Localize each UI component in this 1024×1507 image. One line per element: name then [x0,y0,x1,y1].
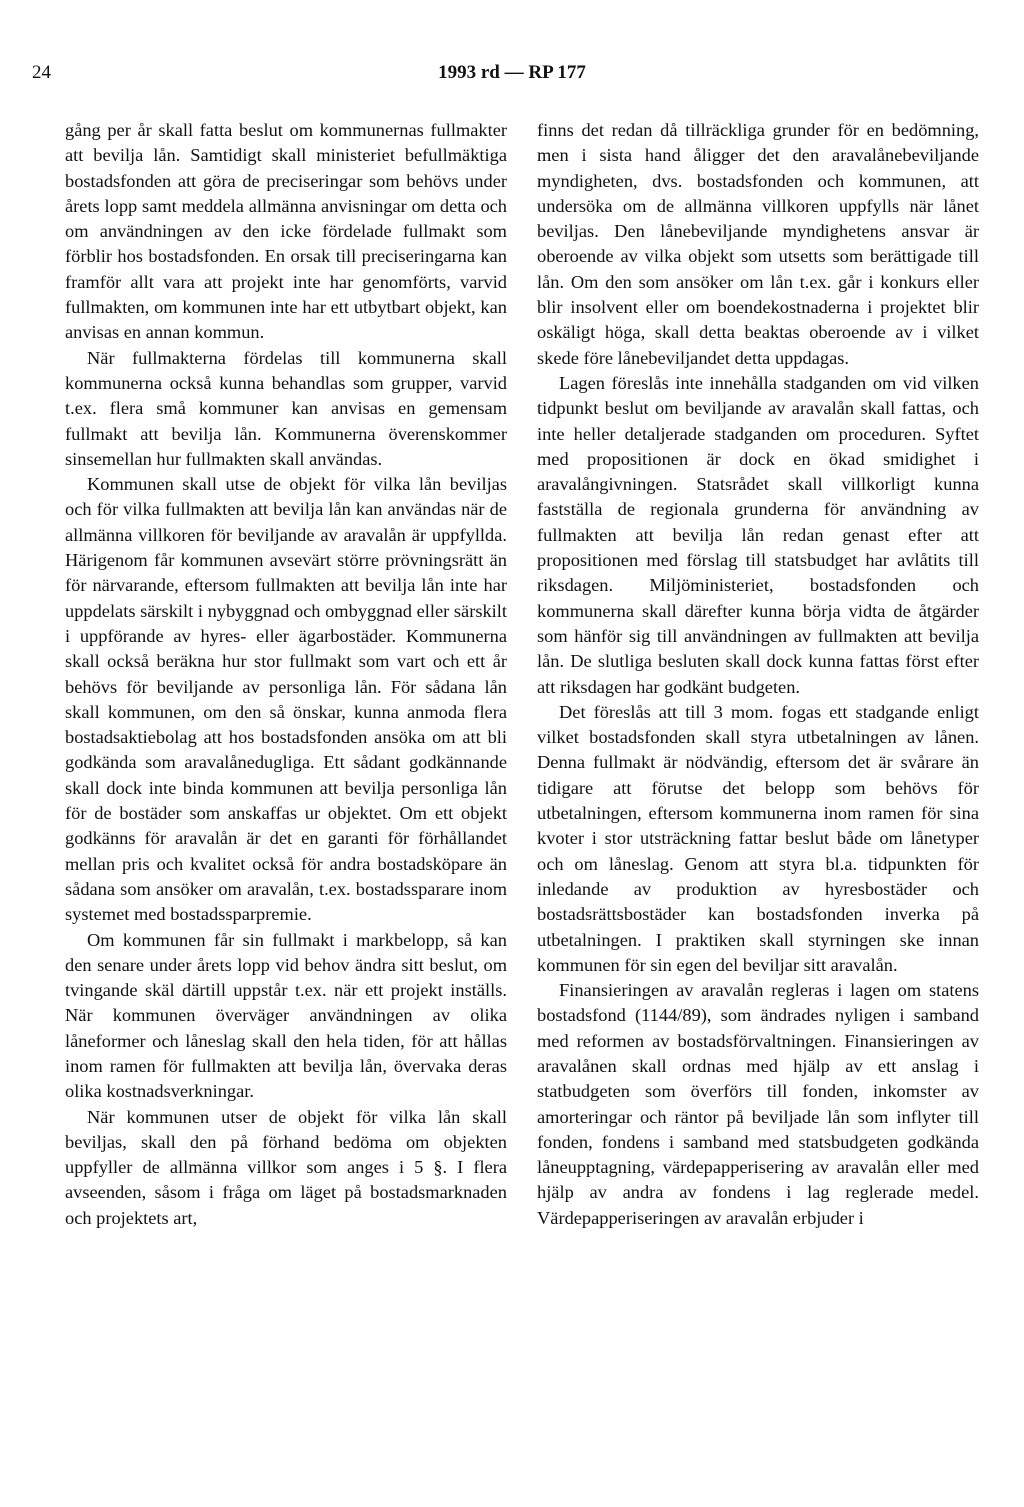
paragraph: Finansieringen av aravalån regleras i lagen om statens bostadsfond (1144/89), som ändrades nyligen i samband med reformen av bostadsförvaltningen. Finansieringen av aravalånen skall ordnas med hjälp av ett anslag i statbudgeten som överförs till fonden, inkomster av amorteringar och räntor på beviljade lån som inflyter till fonden, fondens i samband med statsbudgeten godkända låneupptagning, värdepapperisering av aravalån eller med hjälp av andra av fondens i lag reglerade medel. Värdepapperiseringen av aravalån erbjuder i [537,980,979,1228]
page-number: 24 [32,62,51,83]
left-column [65,118,507,1231]
paragraph: När kommunen utser de objekt för vilka lån skall beviljas, skall den på förhand bedöma om objekten uppfyller de allmänna villkor som anges i 5 §. I flera avseenden, såsom i fråga om läget på bostadsmarknaden och projektets art, [65,1106,507,1228]
right-column [537,118,979,1231]
page-header [32,62,992,86]
running-title: 1993 rd — RP 177 [438,62,586,83]
paragraph: gång per år skall fatta beslut om kommunernas fullmakter att bevilja lån. Samtidigt skall ministeriet befullmäktiga bostadsfonden att göra de preciseringar som behövs under årets lopp samt meddela allmänna anvisningar om detta och om användningen av den icke fördelade fullmakt som förblir hos bostadsfonden. En orsak till preciseringarna kan framför allt vara att projekt inte har genomförts, varvid fullmakten, om kommunen inte har ett utbytbart objekt, kan anvisas en annan kommun. [65,120,507,343]
paragraph: Kommunen skall utse de objekt för vilka lån beviljas och för vilka fullmakten att bevilja lån kan användas när de allmänna villkoren för beviljande av aravalån är uppfyllda. Härigenom får kommunen avsevärt större prövningsrätt än för närvarande, eftersom fullmakten att bevilja lån inte har uppdelats särskilt i nybyggnad och ombyggnad eller särskilt i uppförande av hyres- eller ägarbostäder. Kommunerna skall också beräkna hur stor fullmakt som vart och ett år behövs för beviljande av personliga lån. För sådana lån skall kommunen, om den så önskar, kunna anmoda flera bostadsaktiebolag att hos bostadsfonden ansöka om att bli godkända som aravalånedugliga. Ett sådant godkännande skall dock inte binda kommunen att bevilja personliga lån för de bostäder som anskaffas ur objektet. Om ett objekt godkänns för aravalån är det en garanti för förhållandet mellan pris och kvalitet också för andra bostadsköpare än sådana som ansöker om aravalån, t.ex. bostadssparare inom systemet med bostadssparpremie. [65,474,507,925]
paragraph: Om kommunen får sin fullmakt i markbelopp, så kan den senare under årets lopp vid behov ändra sitt beslut, om tvingande skäl därtill uppstår t.ex. när ett projekt inställs. När kommunen överväger användningen av olika låneformer och låneslag skall den hela tiden, för att hållas inom ramen för fullmakten att bevilja lån, övervaka deras olika kostnadsverkningar. [65,929,507,1102]
paragraph: När fullmakterna fördelas till kommunerna skall kommunerna också kunna behandlas som grupper, varvid t.ex. flera små kommuner kan anvisas en gemensam fullmakt att bevilja lån. Kommunerna överenskommer sinsemellan hur fullmakten skall användas. [65,347,507,469]
paragraph: Lagen föreslås inte innehålla stadganden om vid vilken tidpunkt beslut om beviljande av aravalån skall fattas, och inte heller detaljerade stadganden om proceduren. Syftet med propositionen är dock en ökad smidighet i aravalångivningen. Statsrådet skall villkorligt kunna fastställa de regionala grunderna för användning av fullmakten att bevilja lån redan genast efter att propositionen med förslag till statsbudget har avlåtits till riksdagen. Miljöministeriet, bostadsfonden och kommunerna skall därefter kunna börja vidta de åtgärder som hänför sig till användningen av fullmakten att bevilja lån. De slutliga besluten skall dock kunna fattas först efter att riksdagen har godkänt budgeten. [537,372,979,697]
paragraph: Det föreslås att till 3 mom. fogas ett stadgande enligt vilket bostadsfonden skall styra utbetalningen av lånen. Denna fullmakt är nödvändig, eftersom det är svårare än tidigare att förutse det belopp som behövs för utbetalningen, eftersom kommunerna inom ramen för sina kvoter i stor utsträckning fattar beslut både om lånetyper och om låneslag. Genom att styra bl.a. tidpunkten för inledande av produktion av hyresbostäder och bostadsrättsbostäder kan bostadsfonden inverka på utbetalningen. I praktiken skall styrningen ske innan kommunen för sin egen del beviljar sitt aravalån. [537,701,979,975]
paragraph: finns det redan då tillräckliga grunder för en bedömning, men i sista hand åligger det den aravalånebeviljande myndigheten, dvs. bostadsfonden och kommunen, att undersöka om de allmänna villkoren uppfylls när lånet beviljas. Den lånebeviljande myndighetens ansvar är oberoende av vilka objekt som utsetts som berättigade till lån. Om den som ansöker om lån t.ex. går i konkurs eller blir insolvent eller om boendekostnaderna i projektet blir oskäligt höga, skall detta beaktas oberoende av i vilket skede före lånebeviljandet detta uppdagas. [537,120,979,368]
